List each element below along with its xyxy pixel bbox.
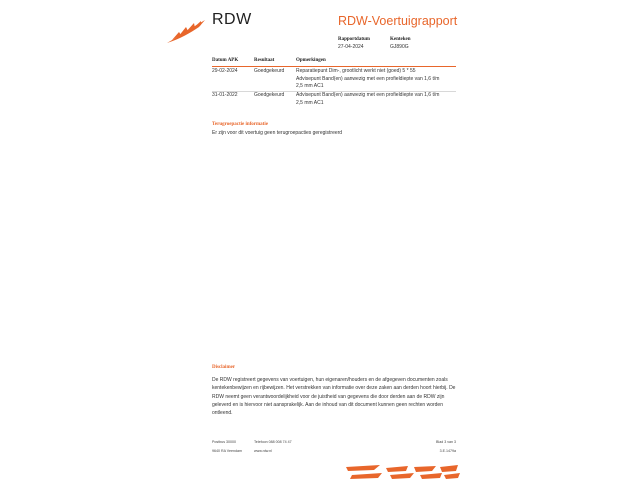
row-2-remarks	[296, 92, 439, 107]
plate-label: Kenteken	[390, 37, 411, 42]
remark-line: Advisepunt Band(en) aanwezig met een profieldiepte van 1,6 t/m	[296, 75, 440, 82]
column-header-result: Resultaat	[254, 58, 275, 63]
row-2-date: 31-01-2022	[212, 92, 238, 98]
report-date-label: Rapportdatum	[338, 37, 370, 42]
decorative-stripes-icon	[344, 464, 460, 480]
report-title: RDW-Voertuigrapport	[338, 14, 458, 28]
column-header-remarks: Opmerkingen	[296, 58, 326, 63]
footer-website: www.rdw.nl	[254, 449, 272, 453]
footer-page-number: Blad 3 van 3	[436, 440, 456, 444]
disclaimer-text: De RDW registreert gegevens van voertuigen, hun eigenaren/houders en de afgegeven documenten zoals kentekenbewijzen en rijbewijzen. Het verstrekken van informatie over deze zaken aan derden hoort hierbij. De RDW neemt geen verantwoordelijkheid voor de juistheid van gegevens die door derden aan de RDW zijn geleverd en is hiervoor niet aansprakelijk. Aan de inhoud van dit document kunnen geen rechten worden ontleend.	[212, 377, 456, 417]
row-1-result: Goedgekeurd	[254, 68, 285, 74]
footer-postcode: 9640 RA Veendam	[212, 449, 242, 453]
footer-document-code: 3.E.1479a	[439, 449, 456, 453]
recall-text: Er zijn voor dit voertuig geen terugroepacties geregistreerd	[212, 130, 343, 136]
remark-line: 2,5 mm AC1	[296, 99, 324, 106]
recall-section-title: Terugroepactie informatie	[212, 122, 268, 127]
plate-value: GJ890G	[390, 44, 409, 50]
disclaimer-title: Disclaimer	[212, 365, 236, 370]
remark-line: Reparatiepunt Dim-, grootlicht werkt niet (goed) 5 * 55	[296, 68, 416, 74]
footer-postbus: Postbus 30000	[212, 440, 236, 444]
remark-line: Advisepunt Band(en) aanwezig met een profieldiepte van 1,6 t/m	[296, 92, 440, 98]
row-1-date: 29-02-2024	[212, 68, 238, 74]
column-header-date: Datum APK	[212, 58, 239, 63]
footer-phone: Telefoon 088 008 74 47	[254, 440, 292, 444]
row-1-remarks	[296, 68, 439, 91]
remark-line: 2,5 mm AC1	[296, 83, 324, 90]
row-2-result: Goedgekeurd	[254, 92, 285, 98]
header-divider	[212, 66, 456, 67]
brand-name: RDW	[212, 11, 252, 28]
rdw-logo-icon	[166, 18, 206, 44]
report-date-value: 27-04-2024	[338, 44, 364, 50]
